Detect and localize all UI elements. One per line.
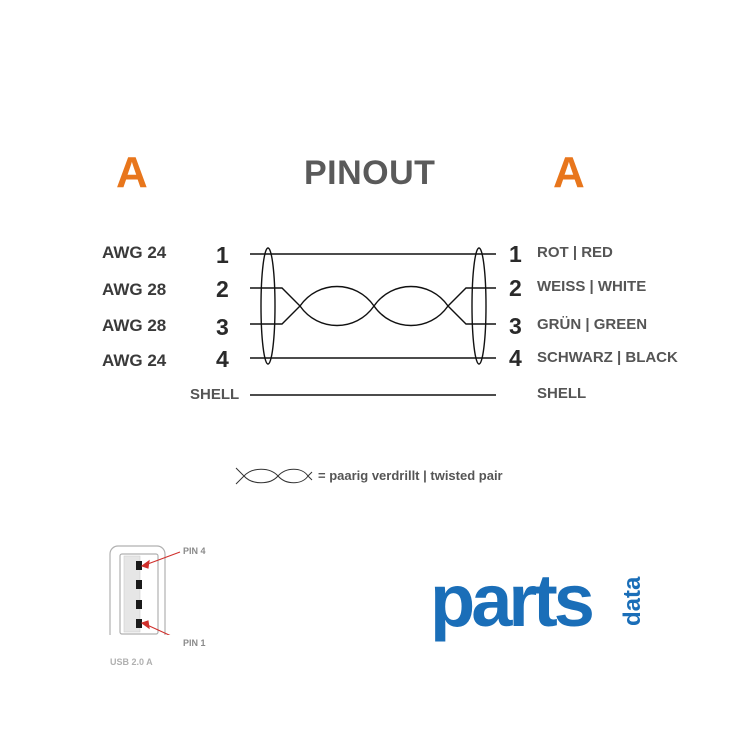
wire-2-pin-right: 2	[509, 275, 522, 301]
wire-1-awg: AWG 24	[102, 243, 167, 262]
wire-1-pin-left: 1	[216, 242, 229, 268]
wire-4-pin-left: 4	[216, 346, 229, 372]
wire-4-color: SCHWARZ | BLACK	[537, 349, 678, 366]
wire-1-pin-right: 1	[509, 241, 522, 267]
wire-2-awg: AWG 28	[102, 280, 167, 299]
shield-left	[261, 248, 275, 364]
shell-left-label: SHELL	[190, 386, 240, 403]
parts-data-logo	[428, 560, 658, 660]
usb-pin-bottom-label: PIN 1	[183, 638, 206, 648]
connector-right-label: A	[553, 148, 585, 197]
pinout-title: PINOUT	[304, 154, 436, 192]
usb-type-label: USB 2.0 A	[110, 657, 153, 667]
shell-right-label: SHELL	[537, 385, 587, 402]
wire-4-pin-right: 4	[509, 345, 522, 371]
svg-text:parts: parts	[430, 560, 591, 642]
legend-text: = paarig verdrillt | twisted pair	[318, 468, 503, 483]
connector-left-label: A	[116, 148, 148, 197]
twisted-pair-legend-icon	[234, 465, 314, 487]
wire-2-color: WEISS | WHITE	[537, 278, 647, 295]
svg-text:data: data	[619, 576, 646, 626]
wire-3-pin-right: 3	[509, 313, 522, 339]
twisted-pair	[250, 287, 496, 326]
usb-connector-figure	[100, 540, 230, 635]
wire-1-color: ROT | RED	[537, 244, 613, 261]
usb-pin-top-label: PIN 4	[183, 546, 206, 556]
wire-3-awg: AWG 28	[102, 316, 167, 335]
wire-3-color: GRÜN | GREEN	[537, 316, 648, 333]
shield-right	[472, 248, 486, 364]
wire-2-pin-left: 2	[216, 276, 229, 302]
wire-4-awg: AWG 24	[102, 351, 167, 370]
wire-3-pin-left: 3	[216, 314, 229, 340]
